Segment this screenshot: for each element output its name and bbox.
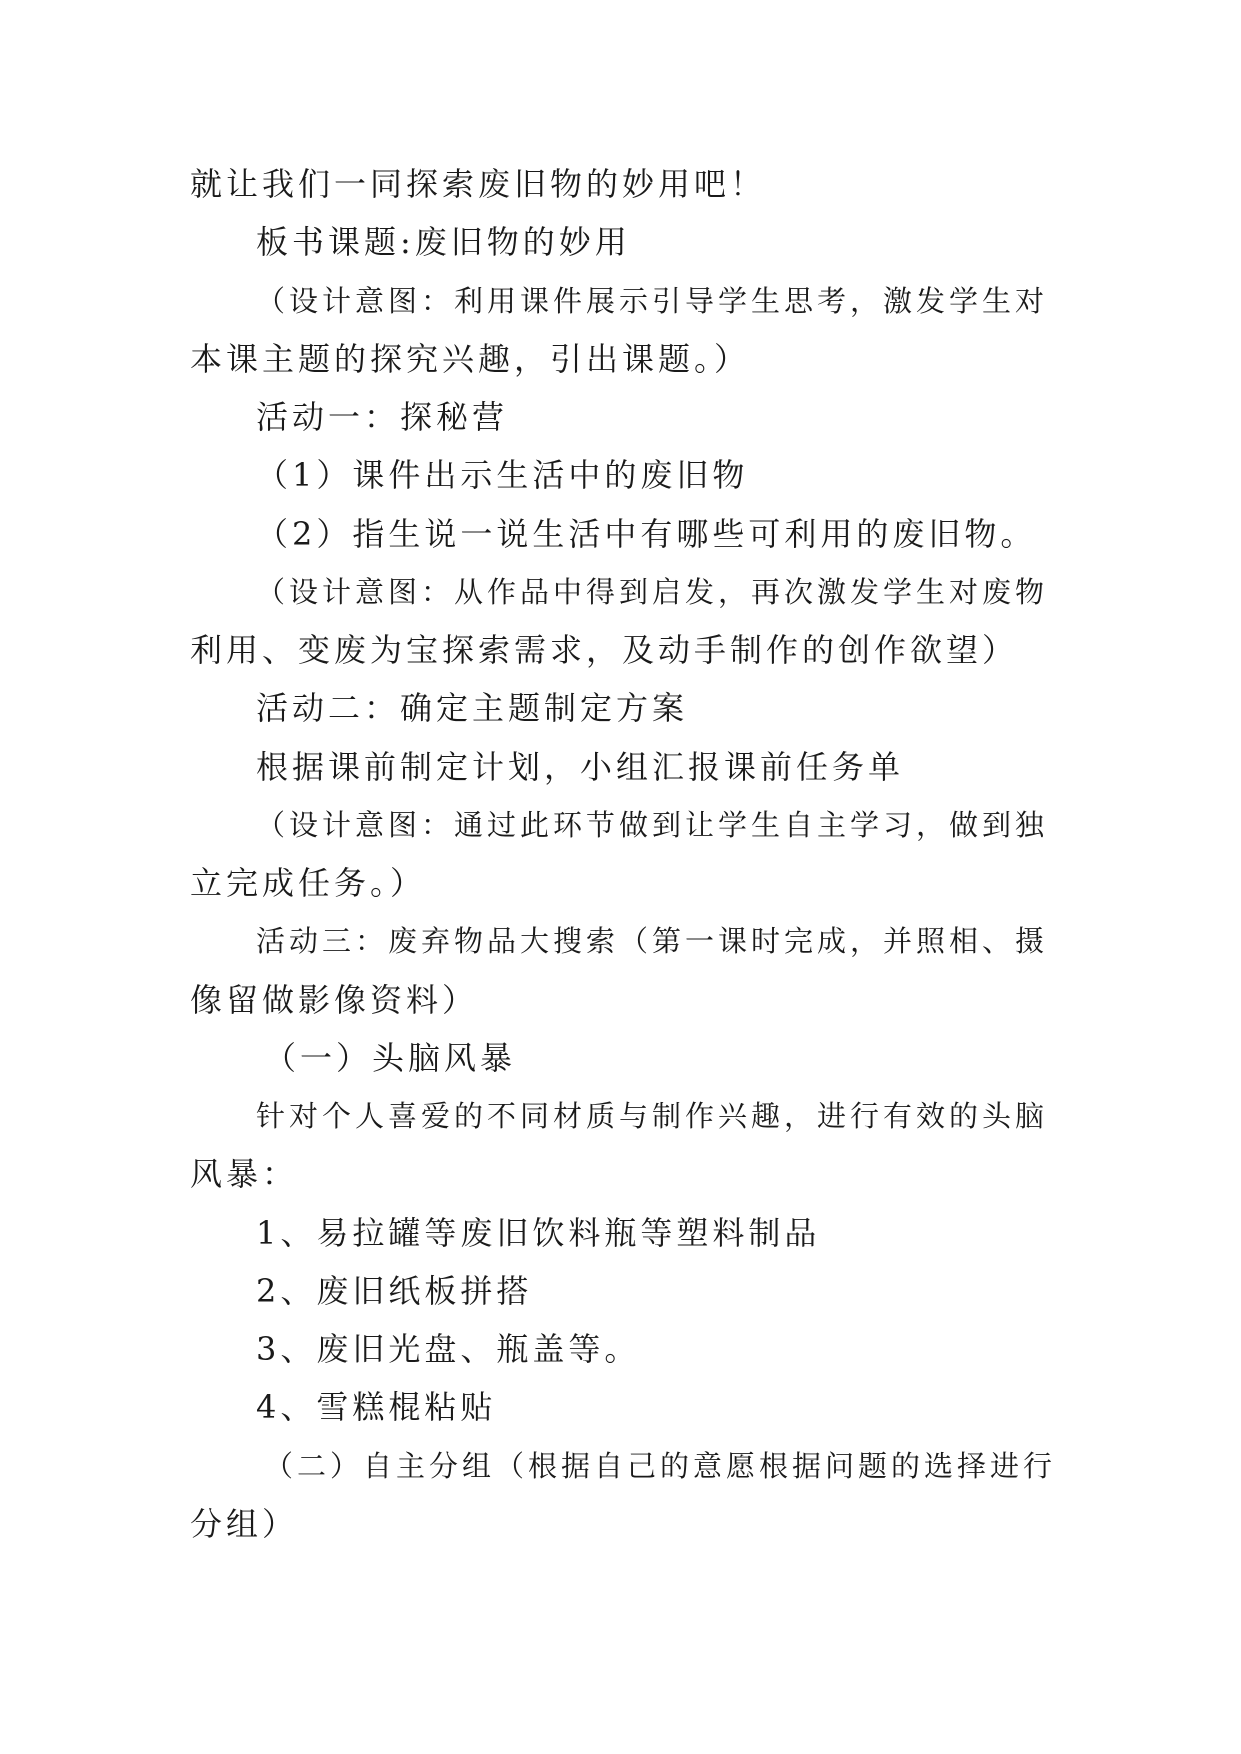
text-line: 活动三：废弃物品大搜索（第一课时完成，并照相、摄: [256, 924, 1049, 958]
text-line: （2）指生说一说生活中有哪些可利用的废旧物。: [256, 515, 1037, 553]
text-line: 2、废旧纸板拼搭: [256, 1272, 533, 1310]
text-line: 分组）: [190, 1505, 299, 1543]
text-line: （一）头脑风暴: [264, 1039, 517, 1077]
text-line: 1、易拉罐等废旧饮料瓶等塑料制品: [256, 1214, 821, 1252]
text-line: 活动一：探秘营: [256, 398, 509, 436]
text-line: 活动二：确定主题制定方案: [256, 689, 689, 727]
text-line: 4、雪糕棍粘贴: [256, 1388, 497, 1426]
text-line: 本课主题的探究兴趣，引出课题。）: [190, 340, 751, 378]
text-line: 板书课题:废旧物的妙用: [256, 223, 631, 261]
text-line: 根据课前制定计划，小组汇报课前任务单: [256, 748, 905, 786]
text-line: （二）自主分组（根据自己的意愿根据问题的选择进行: [264, 1449, 1057, 1483]
text-line: （1）课件出示生活中的废旧物: [256, 456, 749, 494]
text-line: 就让我们一同探索废旧物的妙用吧！: [190, 165, 767, 203]
text-line: 3、废旧光盘、瓶盖等。: [256, 1330, 641, 1368]
text-line: 立完成任务。）: [190, 864, 427, 902]
text-line: （设计意图：利用课件展示引导学生思考，激发学生对: [256, 284, 1049, 318]
text-line: （设计意图：通过此环节做到让学生自主学习，做到独: [256, 808, 1049, 842]
text-line: （设计意图：从作品中得到启发，再次激发学生对废物: [256, 575, 1049, 609]
text-line: 风暴：: [190, 1155, 299, 1193]
text-line: 像留做影像资料）: [190, 981, 479, 1019]
text-line: 利用、变废为宝探索需求，及动手制作的创作欲望）: [190, 631, 1019, 669]
text-line: 针对个人喜爱的不同材质与制作兴趣，进行有效的头脑: [256, 1099, 1049, 1133]
